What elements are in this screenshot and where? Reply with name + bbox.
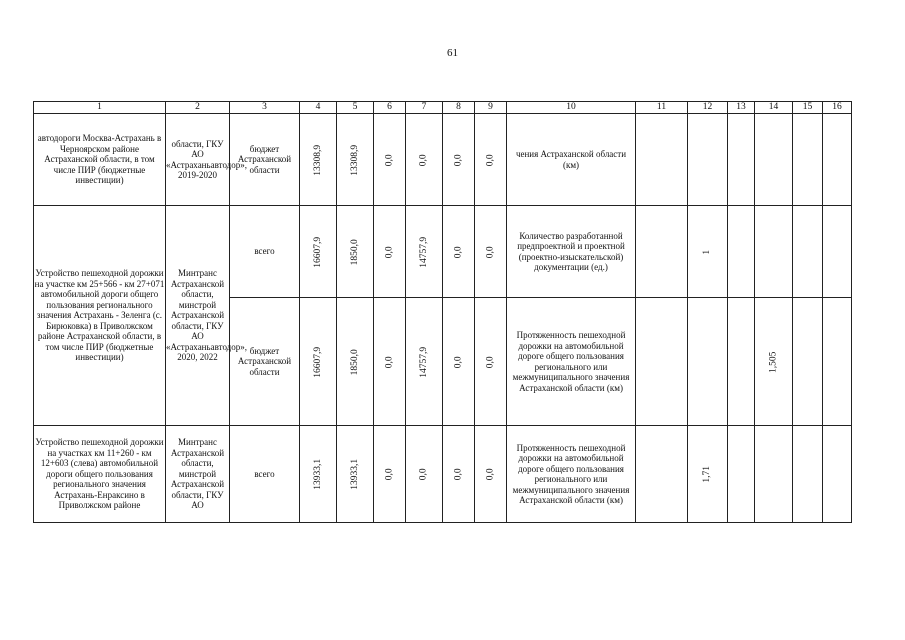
amount-total-cell: 16607,9	[300, 298, 337, 426]
column-header: 4	[300, 102, 337, 114]
amount-year4-cell: 0,0	[443, 114, 475, 206]
amount-year2-cell: 0,0	[374, 114, 406, 206]
amount-year1-cell: 13308,9	[337, 114, 374, 206]
value-cell	[823, 206, 852, 298]
column-header: 5	[337, 102, 374, 114]
value-cell	[823, 426, 852, 523]
amount-year2-cell: 0,0	[374, 426, 406, 523]
amount-year3-cell: 14757,9	[406, 298, 443, 426]
value-cell	[636, 206, 688, 298]
column-header: 11	[636, 102, 688, 114]
amount-total-cell: 13308,9	[300, 114, 337, 206]
indicator-cell: Протяженность пешеходной дорожки на автомобильной дороге общего пользования регионального или межмуниципального значения Астраханской области (км)	[507, 298, 636, 426]
amount-year4-cell: 0,0	[443, 426, 475, 523]
value-cell	[793, 298, 823, 426]
funding-source-cell: бюджет Астраханской области	[230, 298, 300, 426]
amount-year3-cell: 14757,9	[406, 206, 443, 298]
event-name-cell: Устройство пешеходной дорожки на участке км 25+566 - км 27+071 автомобильной дороги общего пользования регионального значения Астрахань - Зеленга (с. Бирюковка) в Приволжском районе Астраханской области, в том числе ПИР (бюджетные инвестиции)	[34, 206, 166, 426]
value-cell	[728, 206, 755, 298]
indicator-cell: Протяженность пешеходной дорожки на автомобильной дороге общего пользования регионального или межмуниципального значения Астраханской области (км)	[507, 426, 636, 523]
value-cell	[823, 114, 852, 206]
column-header: 8	[443, 102, 475, 114]
amount-year1-cell: 1850,0	[337, 298, 374, 426]
amount-year5-cell: 0,0	[475, 206, 507, 298]
executor-cell: области, ГКУ АО «Астраханьавтодор», 2019-2020	[166, 114, 230, 206]
column-header: 9	[475, 102, 507, 114]
value-cell: 1,505	[755, 298, 793, 426]
page-number: 61	[447, 47, 458, 59]
value-cell	[793, 206, 823, 298]
column-header: 13	[728, 102, 755, 114]
funding-source-cell: всего	[230, 426, 300, 523]
funding-source-cell: всего	[230, 206, 300, 298]
value-cell	[728, 298, 755, 426]
amount-year2-cell: 0,0	[374, 206, 406, 298]
indicator-cell: чения Астраханской области (км)	[507, 114, 636, 206]
value-cell	[755, 426, 793, 523]
value-cell	[793, 426, 823, 523]
column-header: 6	[374, 102, 406, 114]
column-header: 14	[755, 102, 793, 114]
value-cell	[823, 298, 852, 426]
amount-year4-cell: 0,0	[443, 206, 475, 298]
event-name-cell: автодороги Москва-Астрахань в Черноярском районе Астраханской области, в том числе ПИР (бюджетные инвестиции)	[34, 114, 166, 206]
amount-year3-cell: 0,0	[406, 114, 443, 206]
value-cell	[636, 298, 688, 426]
value-cell: 1	[688, 206, 728, 298]
funding-source-cell: бюджет Астраханской области	[230, 114, 300, 206]
column-header: 16	[823, 102, 852, 114]
value-cell	[636, 426, 688, 523]
amount-year1-cell: 13933,1	[337, 426, 374, 523]
amount-year3-cell: 0,0	[406, 426, 443, 523]
column-header: 15	[793, 102, 823, 114]
amount-total-cell: 13933,1	[300, 426, 337, 523]
amount-total-cell: 16607,9	[300, 206, 337, 298]
event-name-cell: Устройство пешеходной дорожки на участках км 11+260 - км 12+603 (слева) автомобильной дороги общего пользования регионального значения Астрахань-Енраксино в Приволжском районе	[34, 426, 166, 523]
column-header: 1	[34, 102, 166, 114]
amount-year5-cell: 0,0	[475, 114, 507, 206]
column-header: 12	[688, 102, 728, 114]
program-table	[33, 101, 852, 523]
indicator-cell: Количество разработанной предпроектной и проектной (проектно-изыскательской) документации (ед.)	[507, 206, 636, 298]
table-row	[34, 206, 852, 298]
column-header: 10	[507, 102, 636, 114]
amount-year5-cell: 0,0	[475, 298, 507, 426]
column-header: 3	[230, 102, 300, 114]
value-cell	[636, 114, 688, 206]
value-cell	[728, 114, 755, 206]
column-header: 2	[166, 102, 230, 114]
value-cell	[688, 298, 728, 426]
amount-year4-cell: 0,0	[443, 298, 475, 426]
table-row	[34, 426, 852, 523]
column-header: 7	[406, 102, 443, 114]
executor-cell: Минтранс Астраханской области, минстрой Астраханской области, ГКУ АО	[166, 426, 230, 523]
executor-cell: Минтранс Астраханской области, минстрой Астраханской области, ГКУ АО «Астраханьавтодор», 2020, 2022	[166, 206, 230, 426]
value-cell	[755, 114, 793, 206]
amount-year2-cell: 0,0	[374, 298, 406, 426]
amount-year5-cell: 0,0	[475, 426, 507, 523]
table-row	[34, 114, 852, 206]
value-cell: 1,71	[688, 426, 728, 523]
value-cell	[793, 114, 823, 206]
column-number-row	[34, 102, 852, 114]
value-cell	[755, 206, 793, 298]
value-cell	[688, 114, 728, 206]
amount-year1-cell: 1850,0	[337, 206, 374, 298]
value-cell	[728, 426, 755, 523]
